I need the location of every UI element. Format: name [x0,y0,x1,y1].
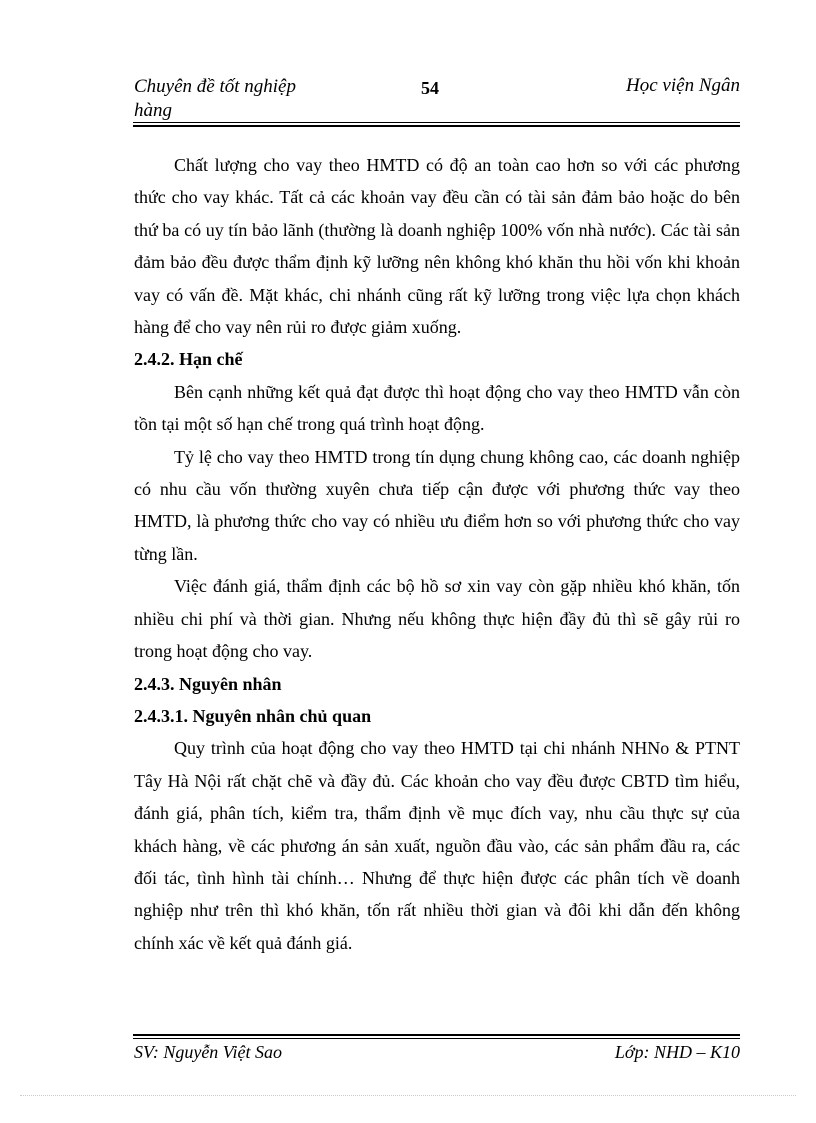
paragraph: Việc đánh giá, thẩm định các bộ hồ sơ xin vay còn gặp nhiều khó khăn, tốn nhiều chi phí và thời gian. Nhưng nếu không thực hiện đầy đủ thì sẽ gây rủi ro trong hoạt động cho vay. [134,576,740,662]
header-rule-thin [133,122,740,123]
footer-class: Lớp: NHD – K10 [614,1042,740,1062]
section-heading: 2.4.3. Nguyên nhân [134,673,282,694]
subsection-heading: 2.4.3.1. Nguyên nhân chủ quan [134,705,372,726]
paragraph: Tỷ lệ cho vay theo HMTD trong tín dụng chung không cao, các doanh nghiệp có nhu cầu vốn thường xuyên chưa tiếp cận được với phương thức vay theo HMTD, là phương thức cho vay có nhiều ưu điểm hơn so với phương thức cho vay từng lần. [134,446,740,564]
footer-rule-thick [133,1034,740,1036]
page-bottom-divider [20,1095,796,1096]
paragraph: Quy trình của hoạt động cho vay theo HMTD tại chi nhánh NHNo & PTNT Tây Hà Nội rất chặt chẽ và đầy đủ. Các khoản cho vay đều được CBTD tìm hiểu, đánh giá, phân tích, kiểm tra, thẩm định về mục đích vay, nhu cầu thực sự của khách hàng, về các phương án sản xuất, nguồn đầu vào, các sản phẩm đầu ra, các đối tác, tình hình tài chính… Nhưng để thực hiện được các phân tích về doanh nghiệp như trên thì khó khăn, tốn rất nhiều thời gian và đôi khi dẫn đến không chính xác về kết quả đánh giá. [134,738,740,953]
paragraph: Bên cạnh những kết quả đạt được thì hoạt động cho vay theo HMTD vẫn còn tồn tại một số hạn chế trong quá trình hoạt động. [134,381,740,435]
header-title: Chuyên đề tốt nghiệp hàng [134,76,296,121]
main-content [134,149,740,959]
page-number: 54 [421,78,439,98]
header-institution: Học viện Ngân [626,75,740,96]
paragraph: Chất lượng cho vay theo HMTD có độ an toàn cao hơn so với các phương thức cho vay khác. Tất cả các khoản vay đều cần có tài sản đảm bảo hoặc do bên thứ ba có uy tín bảo lãnh (thường là doanh nghiệp 100% vốn nhà nước). Các tài sản đảm bảo đều được thẩm định kỹ lưỡng nên không khó khăn thu hồi vốn khi khoản vay có vấn đề. Mặt khác, chi nhánh cũng rất kỹ lưỡng trong việc lựa chọn khách hàng để cho vay nên rủi ro được giảm xuống. [134,155,740,338]
footer-student: SV: Nguyễn Việt Sao [134,1042,282,1062]
header-rule-thick [133,125,740,127]
section-heading: 2.4.2. Hạn chế [134,349,243,370]
footer-rule-thin [133,1038,740,1039]
